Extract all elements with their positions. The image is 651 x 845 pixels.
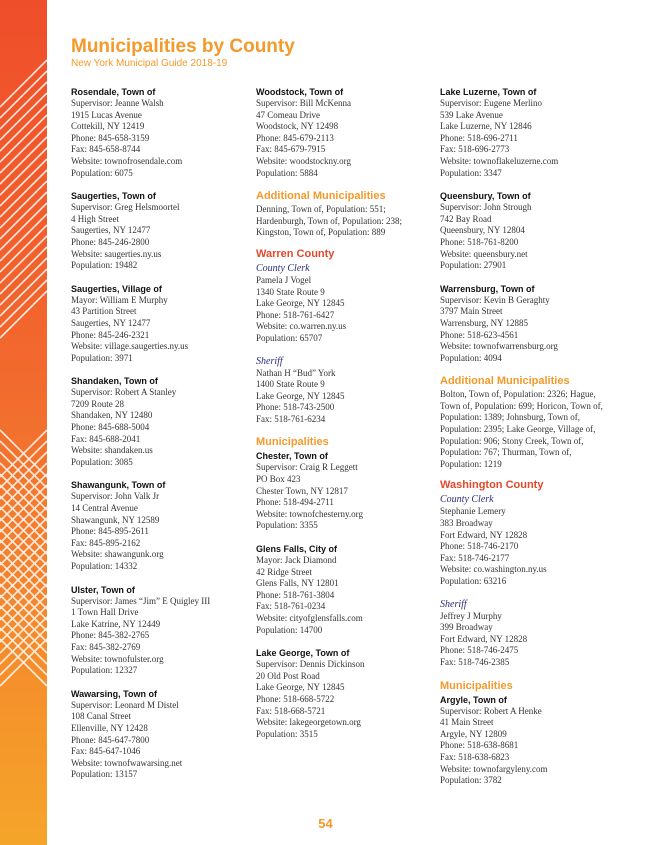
entry-line: Population: 63216 (440, 576, 507, 586)
entry-line: 43 Partition Street (71, 306, 137, 317)
municipality-entry (256, 86, 428, 179)
column-1 (71, 86, 243, 792)
entry-line: Population: 3971 (71, 352, 133, 363)
municipality-name: Argyle, Town of (440, 694, 507, 705)
municipality-name: Shandaken, Town of (71, 376, 158, 387)
municipality-name: Wawarsing, Town of (71, 688, 157, 699)
municipality-name: Lake Luzerne, Town of (440, 87, 537, 97)
entry-line: Population: 3347 (440, 167, 502, 178)
entry-line: Website: co.washington.ny.us (440, 564, 547, 575)
entry-line: Population: 3515 (256, 728, 318, 739)
entry-line: Supervisor: Robert A Henke (440, 705, 542, 716)
entry-line: Website: queensbury.net (440, 248, 528, 259)
entry-line: Phone: 518-761-8200 (440, 236, 519, 247)
entry-line: Fax: 845-382-2769 (71, 641, 141, 652)
entry-line: Website: saugerties.ny.us (71, 248, 162, 259)
entry-line: Supervisor: James “Jim” E Quigley III (71, 595, 211, 606)
municipality-name: Woodstock, Town of (256, 87, 344, 97)
entry-line: Lake Katrine, NY 12449 (71, 618, 161, 629)
entry-line: Population: 6075 (71, 167, 133, 178)
page-title: Municipalities by County (71, 36, 295, 57)
entry-line: Fax: 845-658-8744 (71, 144, 141, 155)
additional-municipalities-text: Denning, Town of, Population: 551; Hardenburgh, Town of, Population: 238; Kingston, Town of, Population: 889 (256, 204, 403, 238)
entry-line: Website: cityofglensfalls.com (256, 613, 363, 623)
column-2 (256, 86, 428, 751)
municipalities-heading: Municipalities (440, 679, 513, 692)
entry-line: Population: 5884 (256, 167, 318, 178)
entry-line: Supervisor: Craig R Leggett (256, 462, 358, 473)
entry-line: Website: townofwawarsing.net (71, 757, 183, 768)
municipality-name: Warrensburg, Town of (440, 283, 535, 294)
county-heading: Warren County (256, 247, 335, 260)
entry-line: Argyle, NY 12809 (440, 728, 507, 739)
entry-line: PO Box 423 (256, 474, 301, 485)
municipality-entry (256, 647, 428, 740)
entry-line: Saugerties, NY 12477 (71, 317, 151, 328)
county-clerk-block (440, 494, 612, 587)
entry-line: 20 Old Post Road (256, 670, 320, 681)
municipality-name: Glens Falls, City of (256, 544, 338, 555)
entry-line: Shawangunk, NY 12589 (71, 514, 160, 525)
entry-line: 41 Main Street (440, 717, 494, 728)
entry-line: Phone: 518-623-4561 (440, 329, 519, 340)
municipality-name: Rosendale, Town of (71, 87, 156, 97)
entry-line: Chester Town, NY 12817 (256, 485, 348, 496)
entry-line: Fax: 518-746-2385 (440, 656, 510, 667)
entry-line: 1915 Lucas Avenue (71, 109, 142, 120)
entry-line: Fax: 845-688-2041 (71, 433, 141, 444)
lattice-pattern-icon (0, 0, 47, 845)
entry-line: Population: 3355 (256, 520, 318, 531)
entry-line: Fax: 518-761-0234 (256, 601, 326, 612)
entry-line: Supervisor: Eugene Merlino (440, 98, 542, 108)
entry-line: Website: townoflakeluzerne.com (440, 155, 559, 166)
entry-line: Phone: 518-696-2711 (440, 132, 518, 143)
municipality-entry (440, 86, 612, 179)
entry-line: Population: 14700 (256, 624, 323, 635)
entry-line: Population: 14332 (71, 561, 138, 571)
page-number: 54 (318, 816, 333, 831)
entry-line: Saugerties, NY 12477 (71, 225, 151, 236)
municipality-entry (256, 543, 428, 636)
entry-line: Website: woodstockny.org (256, 155, 352, 166)
entry-line: Population: 13157 (71, 769, 138, 780)
entry-line: 108 Canal Street (71, 711, 131, 722)
municipality-name: Chester, Town of (256, 451, 328, 462)
municipality-entry (440, 190, 612, 272)
entry-line: Phone: 518-743-2500 (256, 402, 335, 413)
entry-line: Population: 12327 (71, 665, 138, 676)
entry-line: Website: lakegeorgetown.org (256, 717, 361, 728)
entry-line: Fax: 845-679-7915 (256, 144, 326, 155)
county-clerk-label: County Clerk (440, 494, 494, 506)
entry-line: Supervisor: Leonard M Distel (71, 699, 179, 710)
entry-line: Website: shawangunk.org (71, 549, 164, 560)
additional-municipalities-heading: Additional Municipalities (440, 375, 570, 388)
municipality-entry (440, 283, 612, 365)
entry-line: Woodstock, NY 12498 (256, 121, 339, 132)
entry-line: Supervisor: Robert A Stanley (71, 387, 177, 398)
entry-line: Warrensburg, NY 12885 (440, 317, 529, 328)
entry-line: Fort Edward, NY 12828 (440, 529, 528, 540)
entry-line: Supervisor: John Strough (440, 202, 532, 213)
entry-line: 7209 Route 28 (71, 398, 124, 409)
entry-line: 14 Central Avenue (71, 503, 138, 514)
entry-line: Cottekill, NY 12419 (71, 121, 145, 132)
entry-line: Phone: 518-494-2711 (256, 497, 334, 508)
additional-municipalities-heading: Additional Municipalities (256, 190, 386, 203)
municipality-entry (71, 688, 243, 781)
entry-line: 1 Town Hall Drive (71, 607, 139, 618)
municipality-name: Shawangunk, Town of (71, 480, 166, 491)
additional-municipalities-text: Bolton, Town of, Population: 2326; Hague, Town of, Population: 699; Horicon, Town of, Population: 1389; Johnsburg, Town of, Population: 2395; Lake George, Village of, Population: 906; Stony Creek, Town of, Population: 767; Thurman, Town of, Population: 1219 (440, 389, 603, 469)
entry-line: Phone: 518-746-2475 (440, 645, 519, 656)
entry-line: 4 High Street (71, 213, 119, 224)
entry-line: Website: townofrosendale.com (71, 155, 183, 166)
entry-line: Phone: 845-647-7800 (71, 734, 150, 745)
municipality-entry (71, 479, 243, 572)
municipality-name: Saugerties, Village of (71, 283, 162, 294)
entry-line: Phone: 845-895-2611 (71, 526, 149, 537)
municipality-name: Saugerties, Town of (71, 191, 156, 202)
municipalities-heading: Municipalities (256, 436, 329, 449)
page-header (71, 36, 295, 70)
entry-line: Phone: 845-679-2113 (256, 132, 334, 143)
entry-line: Shandaken, NY 12480 (71, 410, 153, 421)
entry-line: 399 Broadway (440, 622, 493, 633)
entry-line: Population: 4094 (440, 352, 502, 363)
entry-line: Population: 3085 (71, 456, 133, 467)
entry-line: Fax: 518-638-6823 (440, 751, 510, 762)
entry-line: 1340 State Route 9 (256, 286, 325, 297)
entry-line: Jeffrey J Murphy (440, 610, 502, 621)
entry-line: Glens Falls, NY 12801 (256, 578, 339, 589)
entry-line: Website: village.saugerties.ny.us (71, 341, 189, 352)
entry-line: Population: 65707 (256, 332, 323, 343)
sheriff-label: Sheriff (440, 598, 467, 610)
entry-line: Fax: 845-647-1046 (71, 746, 141, 757)
entry-line: Phone: 845-688-5004 (71, 422, 150, 433)
municipality-entry (71, 283, 243, 365)
entry-line: Website: shandaken.us (71, 445, 153, 456)
sheriff-label: Sheriff (256, 355, 283, 367)
entry-line: Supervisor: Kevin B Geraghty (440, 294, 550, 305)
sheriff-block (256, 356, 428, 426)
municipality-entry (71, 190, 243, 272)
entry-line: Fax: 518-668-5721 (256, 705, 326, 716)
municipality-entry (71, 584, 243, 677)
entry-line: 1400 State Route 9 (256, 379, 325, 390)
entry-line: Lake Luzerne, NY 12846 (440, 121, 532, 132)
entry-line: Lake George, NY 12845 (256, 682, 345, 693)
entry-line: Phone: 518-761-3804 (256, 589, 335, 600)
entry-line: Fax: 518-761-6234 (256, 413, 326, 424)
entry-line: Fort Edward, NY 12828 (440, 633, 528, 644)
entry-line: Supervisor: Dennis Dickinson (256, 659, 365, 670)
entry-line: Lake George, NY 12845 (256, 298, 345, 309)
entry-line: Phone: 518-638-8681 (440, 740, 519, 751)
entry-line: Phone: 518-668-5722 (256, 693, 335, 704)
entry-line: Phone: 845-246-2321 (71, 329, 150, 340)
entry-line: Queensbury, NY 12804 (440, 225, 525, 236)
entry-line: Supervisor: Jeanne Walsh (71, 98, 164, 108)
entry-line: Population: 3782 (440, 775, 502, 786)
page-subtitle: New York Municipal Guide 2018-19 (71, 58, 228, 69)
entry-line: Phone: 845-246-2800 (71, 236, 150, 247)
municipality-entry (71, 86, 243, 179)
entry-line: 42 Ridge Street (256, 566, 312, 577)
entry-line: Website: co.warren.ny.us (256, 321, 347, 332)
entry-line: Supervisor: Greg Helsmoortel (71, 202, 180, 213)
entry-line: Phone: 518-761-6427 (256, 309, 335, 320)
column-3 (440, 86, 612, 798)
entry-line: Population: 19482 (71, 260, 138, 271)
entry-line: Website: townofchesterny.org (256, 508, 363, 519)
county-clerk-block (256, 263, 428, 345)
municipality-entry (256, 450, 428, 532)
entry-line: 383 Broadway (440, 518, 493, 529)
entry-line: Population: 27901 (440, 260, 507, 271)
entry-line: Phone: 845-382-2765 (71, 630, 150, 641)
municipality-entry (71, 375, 243, 468)
entry-line: Website: townofwarrensburg.org (440, 341, 558, 352)
entry-line: Phone: 518-746-2170 (440, 541, 519, 552)
entry-line: Fax: 845-895-2162 (71, 537, 141, 548)
entry-line: Fax: 518-746-2177 (440, 552, 510, 563)
entry-line: Nathan H “Bud” York (256, 367, 336, 378)
entry-line: Ellenville, NY 12428 (71, 722, 148, 733)
sheriff-block (440, 599, 612, 669)
entry-line: 539 Lake Avenue (440, 109, 503, 120)
entry-line: Phone: 845-658-3159 (71, 132, 150, 143)
entry-line: Lake George, NY 12845 (256, 390, 345, 401)
entry-line: Pamela J Vogel (256, 274, 312, 285)
entry-line: 47 Comeau Drive (256, 109, 320, 120)
entry-line: Supervisor: John Valk Jr (71, 491, 160, 502)
entry-line: Fax: 518-696-2773 (440, 144, 510, 155)
decorative-sidebar (0, 0, 47, 845)
county-clerk-label: County Clerk (256, 262, 310, 274)
county-heading: Washington County (440, 479, 544, 492)
entry-line: Mayor: William E Murphy (71, 294, 168, 305)
municipality-name: Queensbury, Town of (440, 191, 531, 202)
entry-line: Website: townofargyleny.com (440, 763, 548, 774)
municipality-entry (440, 694, 612, 787)
municipality-name: Ulster, Town of (71, 584, 135, 595)
entry-line: 3797 Main Street (440, 306, 503, 317)
entry-line: Mayor: Jack Diamond (256, 555, 337, 566)
entry-line: Stephanie Lemery (440, 506, 506, 517)
entry-line: Supervisor: Bill McKenna (256, 98, 351, 108)
entry-line: 742 Bay Road (440, 213, 492, 224)
municipality-name: Lake George, Town of (256, 648, 350, 659)
entry-line: Website: townofulster.org (71, 653, 164, 664)
